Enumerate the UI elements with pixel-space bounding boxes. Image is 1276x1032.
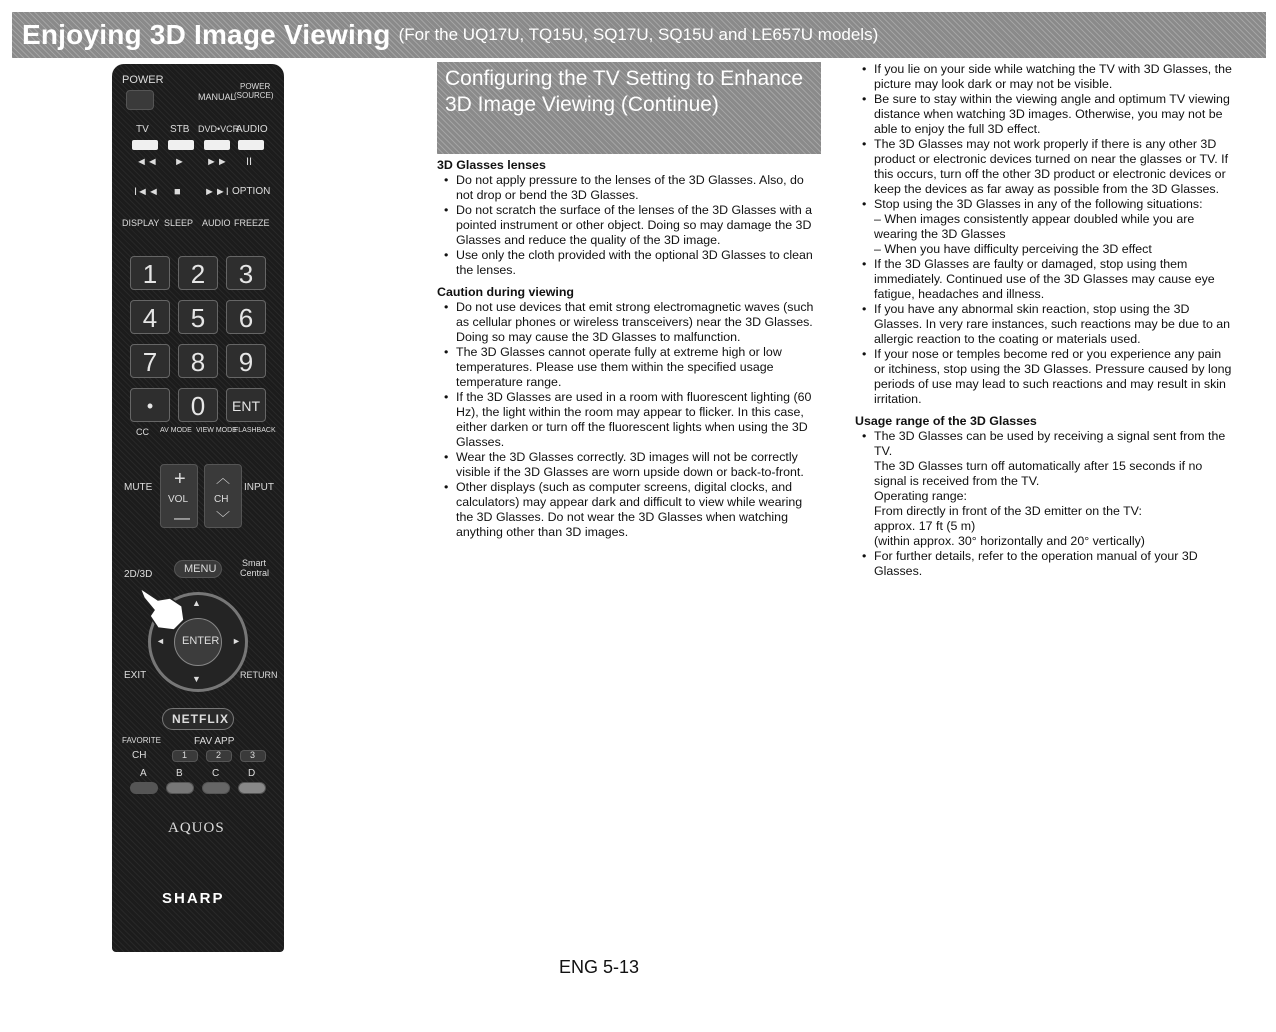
source-button-tv (132, 140, 158, 150)
arrow-left-icon: ◄ (156, 636, 165, 646)
list-item (855, 197, 1235, 257)
power-label: POWER (122, 74, 164, 86)
2d3d-label: 2D/3D (124, 569, 153, 580)
volume-up-icon: + (174, 468, 186, 490)
list-item: • The 3D Glasses cannot operate fully at extreme high or low temperatures. Please use them within the specified usage temperature range. (437, 345, 815, 390)
list-item: • If you lie on your side while watching the TV with 3D Glasses, the picture may look dark or may not be visible. (855, 62, 1235, 92)
usage-line: (within approx. 30° horizontally and 20° vertically) (874, 534, 1145, 548)
display-label: DISPLAY (122, 218, 160, 228)
channel-down-icon: ﹀ (216, 510, 230, 526)
list-item (855, 429, 1235, 549)
color-label-d: D (248, 768, 256, 779)
stop-icon: ■ (174, 186, 181, 198)
source-button-stb (168, 140, 194, 150)
source-audio-label: AUDIO (236, 124, 268, 135)
number-button-5: 5 (178, 300, 218, 334)
color-button-a (130, 782, 158, 794)
usage-line: From directly in front of the 3D emitter on the TV: (874, 504, 1142, 518)
arrow-up-icon: ▲ (192, 598, 201, 608)
banner-title: Enjoying 3D Image Viewing (22, 19, 391, 50)
enter-label: ENTER (182, 635, 220, 647)
source-button-dvd (204, 140, 230, 150)
sharp-logo: SHARP (162, 890, 225, 907)
arrow-down-icon: ▼ (192, 674, 201, 684)
section-header: Configuring the TV Setting to Enhance 3D Image Viewing (Continue) (437, 62, 821, 154)
power-source-label-2: (SOURCE) (234, 91, 274, 100)
fav-app-num-3: 3 (250, 750, 256, 760)
stop-sub-item: – When images consistently appear doubled while you are wearing the 3D Glasses (874, 212, 1195, 241)
caution-heading: Caution during viewing (437, 285, 574, 299)
number-button-1: 1 (130, 256, 170, 290)
number-button-4: 4 (130, 300, 170, 334)
power-button (126, 90, 154, 110)
netflix-label: NETFLIX (172, 712, 229, 726)
lenses-heading: 3D Glasses lenses (437, 158, 546, 172)
source-button-audio (238, 140, 264, 150)
channel-up-icon: ︿ (216, 470, 230, 486)
usage-list (855, 429, 1235, 579)
rewind-icon: ◄◄ (136, 156, 158, 168)
smart-central-label-2: Central (240, 568, 270, 578)
color-label-b: B (176, 768, 183, 779)
usage-heading: Usage range of the 3D Glasses (855, 414, 1037, 428)
number-button-3: 3 (226, 256, 266, 290)
remote-control-illustration (112, 64, 284, 952)
list-item: • Use only the cloth provided with the optional 3D Glasses to clean the lenses. (437, 248, 815, 278)
usage-line: Operating range: (874, 489, 967, 503)
list-item: • Be sure to stay within the viewing angle and optimum TV viewing distance when watching 3D images. Otherwise, you may not be able to enjoy the full 3D effect. (855, 92, 1235, 137)
vol-label: VOL (168, 494, 189, 505)
source-dvd-label: DVD•VCR (198, 124, 240, 134)
arrow-right-icon: ► (232, 636, 241, 646)
number-button-2: 2 (178, 256, 218, 290)
volume-down-icon: — (174, 510, 190, 527)
page-banner (12, 12, 1266, 58)
banner-subtitle: (For the UQ17U, TQ15U, SQ17U, SQ15U and LE657U models) (398, 25, 879, 44)
color-label-a: A (140, 768, 147, 779)
page-number: ENG 5-13 (559, 957, 640, 977)
usage-line: The 3D Glasses turn off automatically after 15 seconds if no signal is received from the TV. (874, 459, 1203, 488)
number-button-9: 9 (226, 344, 266, 378)
fav-app-num-2: 2 (216, 750, 222, 760)
pause-icon: II (246, 156, 253, 168)
column-2 (855, 62, 1235, 579)
play-icon: ► (174, 156, 185, 168)
caution-list (437, 300, 815, 540)
favorite-ch-label-2: CH (132, 750, 147, 761)
color-button-b (166, 782, 194, 794)
color-button-d (238, 782, 266, 794)
list-item: • If the 3D Glasses are faulty or damaged, stop using them immediately. Continued use of the 3D Glasses may cause eye fatigue, headaches and illness. (855, 257, 1235, 302)
menu-label: MENU (184, 563, 217, 575)
cc-label: CC (136, 427, 149, 437)
skip-forward-icon: ►►I (204, 186, 229, 198)
color-button-c (202, 782, 230, 794)
ch-label: CH (214, 494, 229, 505)
list-item: • If the 3D Glasses are used in a room with fluorescent lighting (60 Hz), the light within the room may appear to flicker. In this case, either darken or turn off the fluorescent lights when using the 3D Glasses. (437, 390, 815, 450)
precautions-list (855, 62, 1235, 407)
list-item: • The 3D Glasses may not work properly if there is any other 3D product or electronic devices turned on near the glasses or TV. If this occurs, turn off the other 3D product or electronic devices or keep the devices as far away as possible from the 3D Glasses. (855, 137, 1235, 197)
usage-line: • The 3D Glasses can be used by receiving a signal sent from the TV. (874, 429, 1226, 458)
fast-forward-icon: ►► (206, 156, 228, 168)
audio-label: AUDIO (202, 218, 231, 228)
ent-button: ENT (226, 388, 266, 422)
stop-sub-item: – When you have difficulty perceiving the 3D effect (874, 242, 1152, 256)
lenses-list (437, 173, 815, 278)
list-item: • For further details, refer to the operation manual of your 3D Glasses. (855, 549, 1235, 579)
column-1 (437, 158, 815, 540)
flashback-label: FLASHBACK (234, 427, 276, 434)
freeze-label: FREEZE (234, 218, 270, 228)
list-item: • Other displays (such as computer screens, digital clocks, and calculators) may appear dark and difficult to view while wearing the 3D Glasses. Do not wear the 3D Glasses when watching anything other than 3D images. (437, 480, 815, 540)
list-item: • If you have any abnormal skin reaction, stop using the 3D Glasses. In very rare instances, such reactions may be due to an allergic reaction to the coating or materials used. (855, 302, 1235, 347)
aquos-logo: AQUOS (168, 820, 225, 836)
skip-back-icon: I◄◄ (134, 186, 159, 198)
list-item: • Do not use devices that emit strong electromagnetic waves (such as cellular phones or wireless transceivers) near the 3D Glasses. Doing so may cause the 3D Glasses to malfunction. (437, 300, 815, 345)
smart-central-label-1: Smart (242, 558, 267, 568)
input-label: INPUT (244, 482, 274, 493)
list-item: • Wear the 3D Glasses correctly. 3D images will not be correctly visible if the 3D Glasses are worn upside down or back-to-front. (437, 450, 815, 480)
option-label: OPTION (232, 186, 271, 197)
color-label-c: C (212, 768, 220, 779)
view-mode-label: VIEW MODE (196, 427, 237, 434)
mute-label: MUTE (124, 482, 153, 493)
number-button-7: 7 (130, 344, 170, 378)
number-button-6: 6 (226, 300, 266, 334)
usage-line: approx. 17 ft (5 m) (874, 519, 976, 533)
sleep-label: SLEEP (164, 218, 194, 228)
return-label: RETURN (240, 670, 278, 680)
exit-label: EXIT (124, 670, 147, 681)
dot-button: • (130, 388, 170, 422)
fav-app-num-1: 1 (182, 750, 188, 760)
list-item: • If your nose or temples become red or you experience any pain or itchiness, stop using the 3D Glasses. Pressure caused by long periods of use may lead to such reactions and may result in skin irritation. (855, 347, 1235, 407)
number-button-0: 0 (178, 388, 218, 422)
source-tv-label: TV (136, 124, 149, 135)
av-mode-label: AV MODE (160, 427, 192, 434)
power-source-label-1: POWER (240, 82, 271, 91)
source-stb-label: STB (170, 124, 190, 135)
manual-label: MANUAL (198, 92, 236, 102)
hand-pointer-icon (136, 584, 190, 634)
list-item: • Do not scratch the surface of the lenses of the 3D Glasses with a pointed instrument or other object. Doing so may damage the 3D Glasses and reduce the quality of the 3D image. (437, 203, 815, 248)
list-item: • Do not apply pressure to the lenses of the 3D Glasses. Also, do not drop or bend the 3D Glasses. (437, 173, 815, 203)
fav-app-label: FAV APP (194, 736, 235, 747)
stop-item-text: • Stop using the 3D Glasses in any of the following situations: (874, 197, 1203, 211)
number-button-8: 8 (178, 344, 218, 378)
favorite-ch-label-1: FAVORITE (122, 736, 161, 745)
